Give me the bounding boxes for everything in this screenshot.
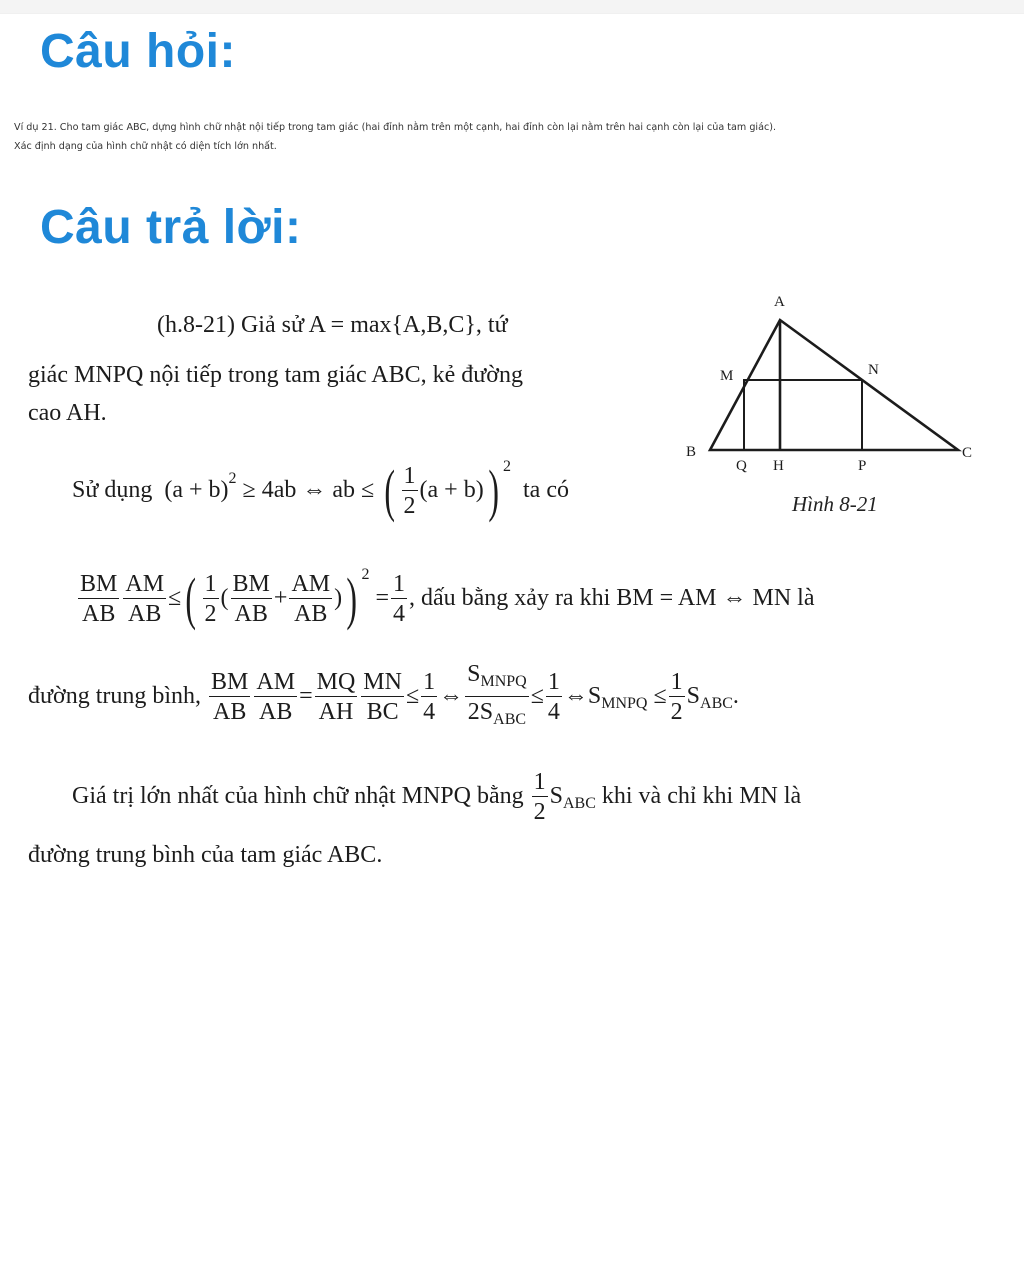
text: khi và chỉ khi MN là — [601, 783, 802, 810]
fraction-half: $\frac{1}{2}$ — [403, 462, 416, 519]
label-q: Q — [736, 458, 747, 474]
inequality-line — [72, 458, 569, 524]
text: , dấu bằng xảy ra khi BM = AM ⇔ MN là — [408, 585, 815, 611]
question-line-2: Xác định dạng của hình chữ nhật có diện tích lớn nhất. — [14, 141, 277, 152]
math: ≤ — [168, 585, 182, 611]
conclusion-line-1: Giá trị lớn nhất của hình chữ nhật MNPQ bằng $\frac{1}{2}$ $S_{ABC}$ khi và chỉ khi MN là — [72, 769, 802, 825]
label-b: B — [686, 444, 697, 460]
label-p: P — [858, 458, 867, 474]
fraction-bm-ab: $\frac{BM}{AB}$ — [80, 570, 118, 627]
exponent: 2 — [228, 470, 237, 487]
answer-line-3: cao AH. — [28, 400, 107, 426]
answer-line-2: giác MNPQ nội tiếp trong tam giác ABC, kẻ đường — [28, 362, 523, 388]
text: đường trung bình, — [28, 683, 202, 710]
exponent: 2 — [503, 458, 512, 475]
fraction-am-ab: $\frac{AM}{AB}$ — [291, 570, 331, 627]
answer-heading: Câu trả lời: — [40, 201, 302, 254]
text: ta có — [523, 477, 569, 503]
answer-line-1: (h.8-21) Giả sử A = max{A,B,C}, tứ — [157, 312, 508, 338]
label-c: C — [962, 445, 973, 461]
fraction-half: $\frac{1}{2}$ — [204, 570, 217, 627]
label-m: M — [720, 368, 734, 384]
question-line-1: Ví dụ 21. Cho tam giác ABC, dựng hình chữ nhật nội tiếp trong tam giác (hai đỉnh nằm trên một cạnh, hai đỉnh còn lại nằm trên hai cạnh còn lại của tam giác). — [14, 122, 777, 133]
math: (a + b) — [164, 477, 229, 503]
figure-caption: Hình 8-21 — [792, 492, 878, 516]
conclusion-line-2: đường trung bình của tam giác ABC. — [28, 842, 383, 868]
math: ≥ 4ab ⇔ ab ≤ — [242, 477, 375, 503]
fraction-bm-ab: $\frac{BM}{AB}$ — [232, 570, 270, 627]
text: Giá trị lớn nhất của hình chữ nhật MNPQ bằng — [72, 783, 524, 810]
fraction-am-ab: $\frac{AM}{AB}$ — [125, 570, 165, 627]
label-h: H — [773, 458, 784, 474]
equality-line: $\frac{BM}{AB}$ $\frac{AM}{AB}$ ≤( $\frac{1}{2}$ ( $\frac{BM}{AB}$ + $\frac{AM}{AB}$ )) $^2$ = $\frac{1}{4}$ , dấu bằng xảy ra khi BM = AM ⇔ MN là — [80, 566, 815, 632]
text: Sử dụng — [72, 477, 153, 503]
question-text — [14, 118, 1019, 156]
area-derivation-line: đường trung bình, $\frac{BM}{AB}$ $\frac{AM}{AB}$ = $\frac{MQ}{AH}$ $\frac{MN}{BC}$ ≤ $\frac{1}{4}$ ⇔ $\frac{S_{MNPQ}}{2S_{ABC}}$ ≤ $\frac{1}{4}$ $\Leftrightarrow S_{MNPQ}$ ≤ $\frac{1}{2}$ $S_{ABC}$. — [28, 661, 739, 728]
label-n: N — [868, 362, 879, 378]
math: (a + b) — [419, 477, 484, 503]
left-paren: ( — [384, 458, 396, 524]
top-strip — [0, 0, 1024, 14]
fraction-quarter: $\frac{1}{4}$ — [392, 570, 405, 627]
label-a: A — [774, 294, 785, 310]
question-heading: Câu hỏi: — [40, 25, 236, 78]
right-paren: ) — [488, 458, 499, 524]
